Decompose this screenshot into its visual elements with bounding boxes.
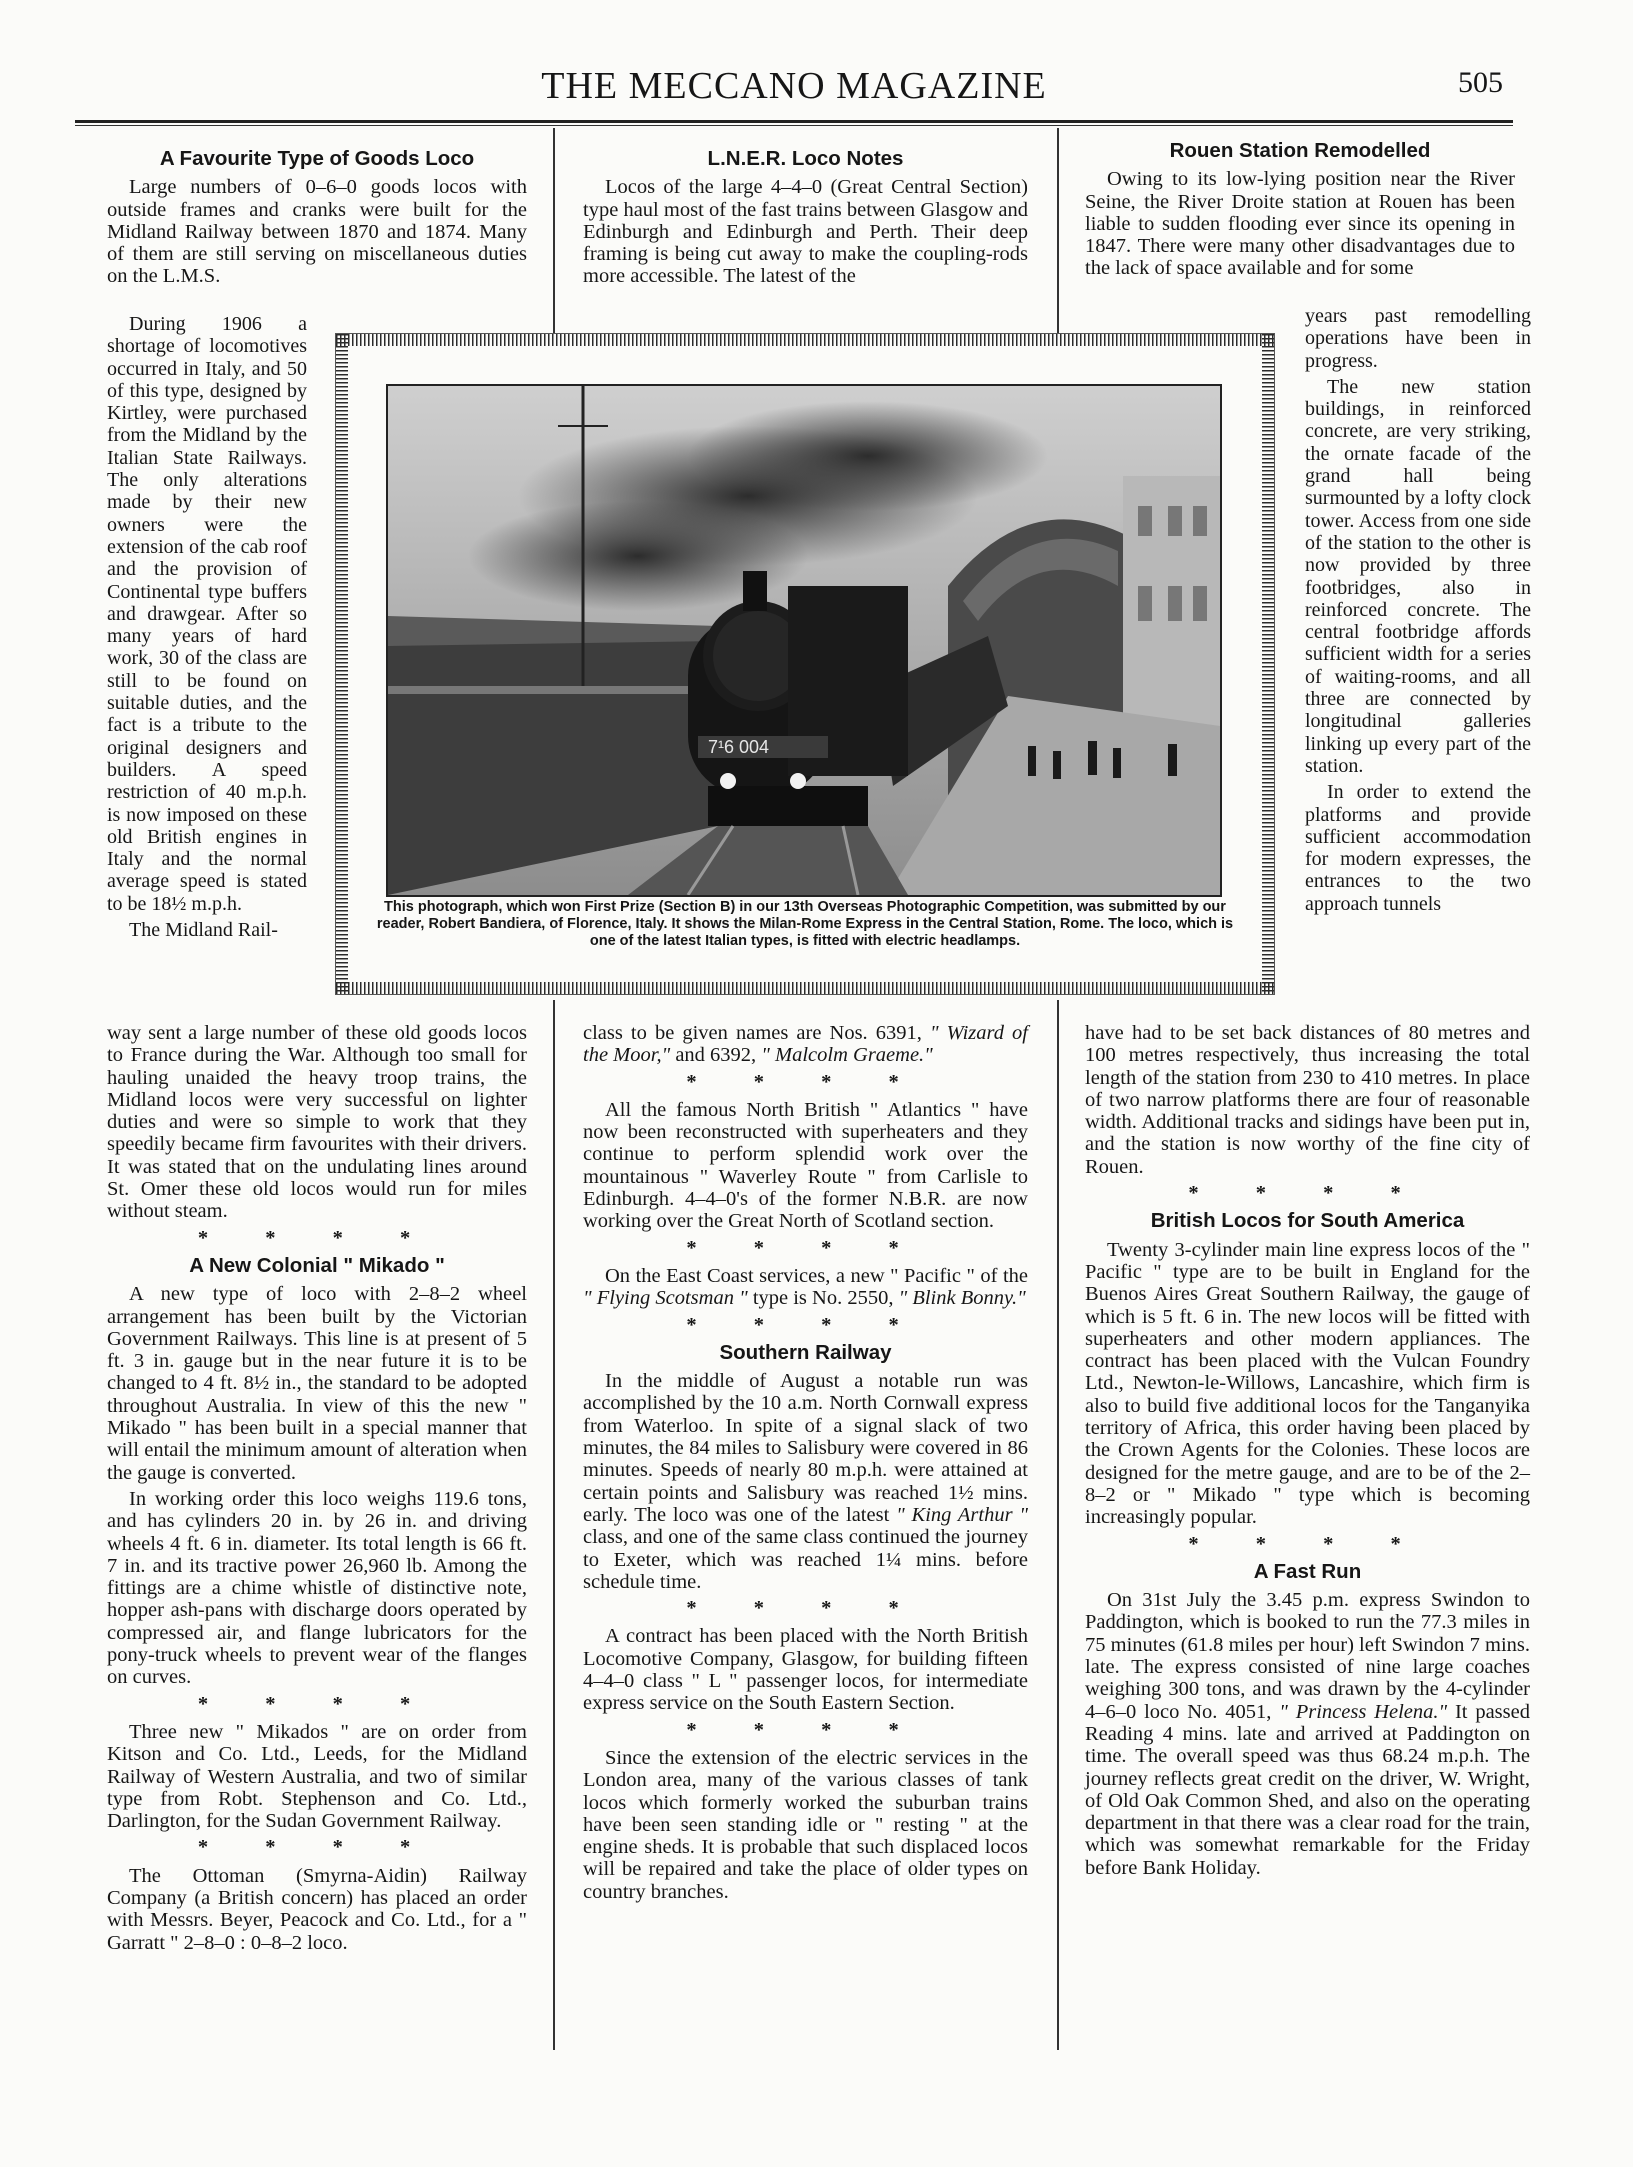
column-divider-right-lower [1057, 1000, 1059, 2050]
heading-rouen-station: Rouen Station Remodelled [1169, 139, 1431, 162]
lner-paragraph-3 [583, 1265, 1028, 1310]
loco-name-wizard-of-the-moor: " Wizard of the Moor," [583, 1022, 1029, 1067]
favourite-article-top [107, 142, 527, 292]
column-divider-right [1057, 128, 1059, 340]
favourite-paragraph-2: During 1906 a shortage of locomotives occurred in Italy, and 50 of this type, designed by Kirtley, were purchased from the Midland by the Italian State Railways. The only alterations made by their new owners were the extension of the cab roof and the provision of Continental type buffers and drawgear. After so many years of hard work, 30 of the class are still to be found on suitable duties, and the fact is a tribute to the original designers and builders. A speed restriction of 40 m.p.h. is now imposed on these old British engines in Italy and the normal average speed is stated to be 18½ m.p.h. [107, 313, 307, 915]
rouen-article-top [1085, 140, 1515, 284]
lner-and-text: and 6392, [670, 1044, 762, 1067]
loco-name-king-arthur: " King Arthur " [896, 1503, 1028, 1526]
heading-british-locos-south-america: British Locos for South America [1150, 1209, 1465, 1233]
left-column-lower [107, 1022, 527, 1958]
loco-name-blink-bonny: " Blink Bonny." [898, 1287, 1026, 1310]
middle-column-lower [583, 1022, 1028, 1907]
southern-run-text-end: class, and one of the same class continued the journey to Exeter, which was reached 1¼ mins. before schedule time. [583, 1526, 1028, 1593]
section-separator: * * * * [686, 1597, 925, 1620]
lner-paragraph-1: Locos of the large 4–4–0 (Great Central Section) type haul most of the fast trains between Glasgow and Edinburgh and Edinburgh and Perth. Their deep framing is being cut away to make the coupling-rods more accessible. The latest of the [583, 176, 1028, 288]
lner-article-top [583, 142, 1028, 292]
favourite-paragraph-3-rest: way sent a large number of these old goods locos to France during the War. Although too small for hauling unaided the heavy troop trains, the Midland locos were very successful on lighter duties and were so simple to work that they speedily became firm favourites with their drivers. It was stated that on the undulating lines around St. Omer these old locos would run for miles without steam. [107, 1022, 527, 1223]
rouen-paragraph-3-rest: have had to be set back distances of 80 metres and 100 metres respectively, thus increasing the total length of the station from 230 to 410 metres. In place of two narrow platforms there are four of reasonable width. Additional tracks and sidings have been put in, and the station is now worthy of the fine city of Rouen. [1085, 1022, 1530, 1178]
heading-colonial-mikado: A New Colonial " Mikado " [189, 1253, 445, 1277]
rouen-paragraph-2: The new station buildings, in reinforced concrete, are very striking, the ornate facade of the grand hall being surmounted by a lofty clock tower. Access from one side of the station to the other is now provided by three footbridges, also in reinforced concrete. The central footbridge affords sufficient width for a series of waiting-rooms, and all three are connected by longitudinal galleries linking up every part of the station. [1305, 375, 1531, 777]
column-divider-left-lower [553, 1000, 555, 2050]
lner-pacific-text: On the East Coast services, a new " Pacific " of the [605, 1264, 1028, 1287]
frame-border-right [1262, 334, 1274, 994]
rouen-paragraph-1: Owing to its low-lying position near the River Seine, the River Droite station at Rouen has been liable to sudden flooding ever since its opening in 1847. There were many other disadvantages due to the lack of space available and for some [1085, 168, 1515, 280]
section-separator: * * * * [686, 1313, 925, 1336]
lner-paragraph-1-continued [583, 1022, 1028, 1067]
mikado-paragraph-2: In working order this loco weighs 119.6 tons, and has cylinders 20 in. by 26 in. and driving wheels 4 ft. 6 in. diameter. Its total length is 66 ft. 7 in. and its tractive power 26,960 lb. Among the fittings are a chime whistle of distinctive note, hopper ash-pans with discharge doors operated by compressed air, and flange lubricators for the pony-truck wheels to prevent wear of the flanges on curves. [107, 1487, 527, 1689]
photo-frame [335, 333, 1275, 995]
loco-number-plate: 7¹6 004 [708, 737, 770, 757]
section-separator: * * * * [1188, 1182, 1427, 1205]
page-number: 505 [1458, 66, 1503, 99]
rouen-paragraph-1-continued: years past remodelling operations have been in progress. [1305, 305, 1531, 372]
page-header [75, 64, 1513, 114]
locomotive-photograph [386, 384, 1222, 897]
section-separator: * * * * [686, 1070, 925, 1093]
lner-pacific-number-text: type is No. 2550, [747, 1287, 899, 1310]
heading-favourite-goods-loco: A Favourite Type of Goods Loco [159, 147, 475, 170]
frame-border-bottom [336, 982, 1274, 994]
south-america-paragraph-1: Twenty 3-cylinder main line express locos of the " Pacific " type are to be built in England for the Buenos Aires Great Southern Railway, the gauge of which is 5 ft. 6 in. The new locos will be fitted with superheaters and other modern appliances. The contract has been placed with the Vulcan Foundry Ltd., Newton-le-Willows, Lancashire, which firm is also to build five additional locos for the Tanganyika territory of Africa, this order having been placed by the Crown Agents for the Colonies. These locos are designed for the metre gauge, and are to be of the 2–8–2 or " Mikado " type which is becoming increasingly popular. [1085, 1238, 1530, 1529]
frame-border-top [336, 334, 1274, 346]
heading-a-fast-run: A Fast Run [1253, 1559, 1362, 1583]
lner-names-intro: class to be given names are Nos. 6391, [583, 1022, 922, 1044]
section-separator: * * * * [686, 1718, 925, 1741]
southern-run-text: In the middle of August a notable run was accomplished by the 10 a.m. North Cornwall express from Waterloo. In spite of a signal slack of two minutes, the 84 miles to Salisbury were covered in 86 minutes. Speeds of nearly 80 m.p.h. were attained at certain points and Salisbury was reached 1½ mins. early. The loco was one of the latest [583, 1370, 1028, 1526]
heading-southern-railway: Southern Railway [719, 1340, 892, 1364]
section-separator: * * * * [197, 1226, 437, 1249]
heading-lner-loco-notes: L.N.E.R. Loco Notes [707, 147, 904, 170]
fast-run-paragraph-1 [1085, 1589, 1530, 1879]
section-separator: * * * * [1188, 1532, 1427, 1555]
locomotive-photo-illustration [388, 386, 1220, 895]
loco-name-princess-helena: " Princess Helena." [1279, 1700, 1448, 1723]
loco-name-malcolm-graeme: " Malcolm Graeme." [761, 1044, 933, 1067]
magazine-title: THE MECCANO MAGAZINE [541, 65, 1047, 107]
fast-run-text-end: It passed Reading 4 mins. late and arrived at Paddington on time. The overall speed was thus 68.24 m.p.h. The journey reflects great credit on the driver, W. Wright, of Old Oak Common Shed, and also on the operating department in that there was a clear road for the train, which was somewhat remarkable for the Friday before Bank Holiday. [1085, 1700, 1530, 1879]
favourite-article-narrow [107, 313, 307, 945]
right-column-lower [1085, 1022, 1530, 1883]
lner-paragraph-2: All the famous North British " Atlantics " have now been reconstructed with superheaters and they continue to perform splendid work over the mountainous " Waverley Route " from Carlisle to Edinburgh. 4–4–0's of the former N.B.R. are now working over the Great North of Scotland section. [583, 1098, 1028, 1233]
section-separator: * * * * [197, 1836, 437, 1859]
mikado-paragraph-1: A new type of loco with 2–8–2 wheel arrangement has been built by the Victorian Government Railways. This line is at present of 5 ft. 3 in. gauge but in the near future it is to be changed to 4 ft. 8½ in., the standard to be adopted throughout Australia. In view of this the new " Mikado " has been built in a special manner that will entail the minimum amount of alteration when the gauge is converted. [107, 1283, 527, 1484]
fast-run-text: On 31st July the 3.45 p.m. express Swindon to Paddington, which is booked to run the 77.3 miles in 75 minutes (61.8 miles per hour) left Swindon 7 mins. late. The express consisted of nine large coaches weighing 300 tons, and was drawn by the 4-cylinder 4–6–0 loco No. 4051, [1085, 1589, 1530, 1723]
favourite-paragraph-3-start: The Midland Rail- [129, 919, 278, 942]
header-rule-thin [75, 125, 1513, 126]
section-separator: * * * * [686, 1236, 925, 1259]
southern-paragraph-3: Since the extension of the electric services in the London area, many of the various classes of tank locos which formerly worked the suburban trains have been seen standing idle or " resting " at the engine sheds. It is probable that such displaced locos will be repaired and take the place of older types on country branches. [583, 1746, 1028, 1903]
southern-paragraph-2: A contract has been placed with the North British Locomotive Company, Glasgow, for building fifteen 4–4–0 class " L " passenger locos, for intermediate express service on the South Eastern Section. [583, 1625, 1028, 1715]
photo-caption: This photograph, which won First Prize (Section B) in our 13th Overseas Photographic Competition, was submitted by our reader, Robert Bandiera, of Florence, Italy. It shows the Milan-Rome Express in the Central Station, Rome. The loco, which is one of the latest Italian types, is fitted with electric headlamps. [376, 899, 1234, 949]
favourite-paragraph-1: Large numbers of 0–6–0 goods locos with outside frames and cranks were built for the Midland Railway between 1870 and 1874. Many of them are still serving on miscellaneous duties on the L.M.S. [107, 176, 527, 288]
rouen-paragraph-3: In order to extend the platforms and provide sufficient accommodation for modern expresses, the entrances to the two approach tunnels [1305, 781, 1531, 915]
column-divider-left [553, 128, 555, 340]
rouen-article-narrow [1305, 305, 1531, 919]
loco-name-flying-scotsman: " Flying Scotsman " [583, 1287, 748, 1310]
mikado-paragraph-3: Three new " Mikados " are on order from Kitson and Co. Ltd., Leeds, for the Midland Railway of Western Australia, and two of similar type from Robt. Stephenson and Co. Ltd., Darlington, for the Sudan Government Railway. [107, 1720, 527, 1833]
frame-border-left [336, 334, 348, 994]
southern-paragraph-1 [583, 1370, 1028, 1593]
section-separator: * * * * [197, 1692, 437, 1715]
header-rule [75, 120, 1513, 123]
mikado-paragraph-4: The Ottoman (Smyrna-Aidin) Railway Company (a British concern) has placed an order with Messrs. Beyer, Peacock and Co. Ltd., for a " Garratt " 2–8–0 : 0–8–2 loco. [107, 1864, 527, 1954]
